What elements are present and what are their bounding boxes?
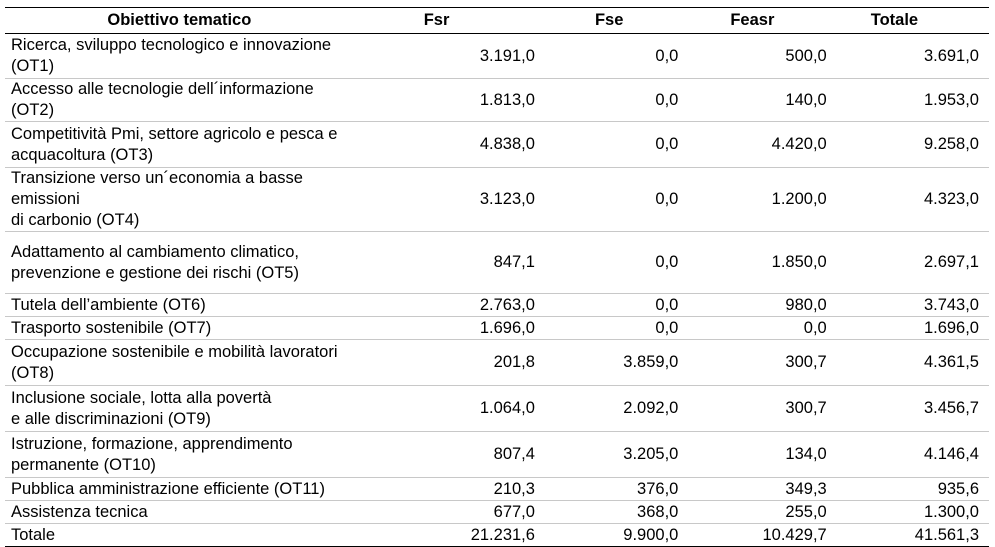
cell-feasr: 10.429,7 xyxy=(762,525,827,544)
row-label: Tutela dell’ambiente (OT6) xyxy=(11,295,206,314)
cell-feasr: 4.420,0 xyxy=(771,135,827,153)
cell-totale: 2.697,1 xyxy=(923,253,979,271)
table-row xyxy=(5,340,989,386)
cell-feasr: 300,7 xyxy=(785,353,827,371)
total-row xyxy=(5,524,989,547)
cell-feasr: 349,3 xyxy=(785,479,827,498)
cell-totale: 935,6 xyxy=(937,479,979,498)
table-row xyxy=(5,432,989,478)
cell-fsr: 3.191,0 xyxy=(479,46,535,65)
cell-totale: 3.456,7 xyxy=(923,399,979,417)
table-row xyxy=(5,317,989,340)
cell-fsr: 2.763,0 xyxy=(479,295,535,314)
table-row xyxy=(5,34,989,79)
cell-totale: 4.361,5 xyxy=(923,353,979,371)
cell-fsr: 1.813,0 xyxy=(479,90,535,109)
cell-fse: 3.205,0 xyxy=(623,445,679,463)
table-row xyxy=(5,232,989,294)
cell-totale: 41.561,3 xyxy=(914,525,979,544)
cell-fsr: 807,4 xyxy=(493,445,535,463)
cell-feasr: 1.850,0 xyxy=(771,253,827,271)
cell-fsr: 1.064,0 xyxy=(479,399,535,417)
row-label: Pubblica amministrazione efficiente (OT11) xyxy=(11,479,325,498)
header-fse: Fse xyxy=(594,11,624,29)
row-label: Competitività Pmi, settore agricolo e pesca e acquacoltura (OT3) xyxy=(11,124,338,164)
cell-feasr: 980,0 xyxy=(785,295,827,314)
row-label: Accesso alle tecnologie dell´informazione (OT2) xyxy=(11,80,314,119)
table-row xyxy=(5,122,989,168)
row-label: Occupazione sostenibile e mobilità lavoratori (OT8) xyxy=(11,342,338,382)
cell-totale: 4.146,4 xyxy=(923,445,979,463)
row-label: Trasporto sostenibile (OT7) xyxy=(11,318,212,337)
table-row xyxy=(5,478,989,501)
cell-fse: 0,0 xyxy=(655,253,679,271)
cell-feasr: 140,0 xyxy=(785,90,827,109)
funding-table xyxy=(5,7,989,547)
cell-feasr: 300,7 xyxy=(785,399,827,417)
cell-feasr: 255,0 xyxy=(785,502,827,521)
cell-fse: 0,0 xyxy=(655,135,679,153)
cell-fsr: 21.231,6 xyxy=(470,525,535,544)
cell-feasr: 134,0 xyxy=(785,445,827,463)
cell-fse: 0,0 xyxy=(655,90,679,109)
row-label: Inclusione sociale, lotta alla povertà e alle discriminazioni (OT9) xyxy=(11,388,272,428)
cell-fsr: 4.838,0 xyxy=(479,135,535,153)
cell-fse: 376,0 xyxy=(637,479,679,498)
cell-fsr: 201,8 xyxy=(493,353,535,371)
cell-fse: 3.859,0 xyxy=(623,353,679,371)
cell-fse: 9.900,0 xyxy=(623,525,679,544)
table-row xyxy=(5,386,989,432)
row-label: Ricerca, sviluppo tecnologico e innovazione (OT1) xyxy=(11,36,332,75)
cell-feasr: 500,0 xyxy=(785,46,827,65)
cell-fse: 0,0 xyxy=(655,46,679,65)
row-label: Adattamento al cambiamento climatico, prevenzione e gestione dei rischi (OT5) xyxy=(11,242,299,282)
cell-feasr: 0,0 xyxy=(803,318,827,337)
cell-totale: 4.323,0 xyxy=(923,190,979,208)
cell-fsr: 210,3 xyxy=(493,479,535,498)
cell-totale: 1.696,0 xyxy=(923,318,979,337)
cell-totale: 9.258,0 xyxy=(923,135,979,153)
cell-fsr: 677,0 xyxy=(493,502,535,521)
cell-fse: 0,0 xyxy=(655,318,679,337)
row-label: Assistenza tecnica xyxy=(11,502,148,521)
header-fsr: Fsr xyxy=(423,11,450,29)
table-row xyxy=(5,168,989,232)
cell-totale: 1.300,0 xyxy=(923,502,979,521)
cell-fsr: 1.696,0 xyxy=(479,318,535,337)
table-row xyxy=(5,294,989,317)
cell-fse: 2.092,0 xyxy=(623,399,679,417)
header-obiettivo: Obiettivo tematico xyxy=(107,11,252,29)
cell-fsr: 3.123,0 xyxy=(479,190,535,208)
table-row xyxy=(5,79,989,122)
cell-fse: 0,0 xyxy=(655,295,679,314)
table-row xyxy=(5,501,989,524)
row-label: Istruzione, formazione, apprendimento permanente (OT10) xyxy=(11,434,293,474)
cell-fse: 368,0 xyxy=(637,502,679,521)
header-feasr: Feasr xyxy=(730,11,775,29)
cell-totale: 1.953,0 xyxy=(923,90,979,109)
row-label: Transizione verso un´economia a basse emissioni di carbonio (OT4) xyxy=(11,169,303,229)
header-totale: Totale xyxy=(870,11,919,29)
header-row xyxy=(5,8,989,34)
cell-fsr: 847,1 xyxy=(493,253,535,271)
cell-feasr: 1.200,0 xyxy=(771,190,827,208)
row-label: Totale xyxy=(11,525,56,544)
cell-totale: 3.743,0 xyxy=(923,295,979,314)
cell-fse: 0,0 xyxy=(655,190,679,208)
cell-totale: 3.691,0 xyxy=(923,46,979,65)
